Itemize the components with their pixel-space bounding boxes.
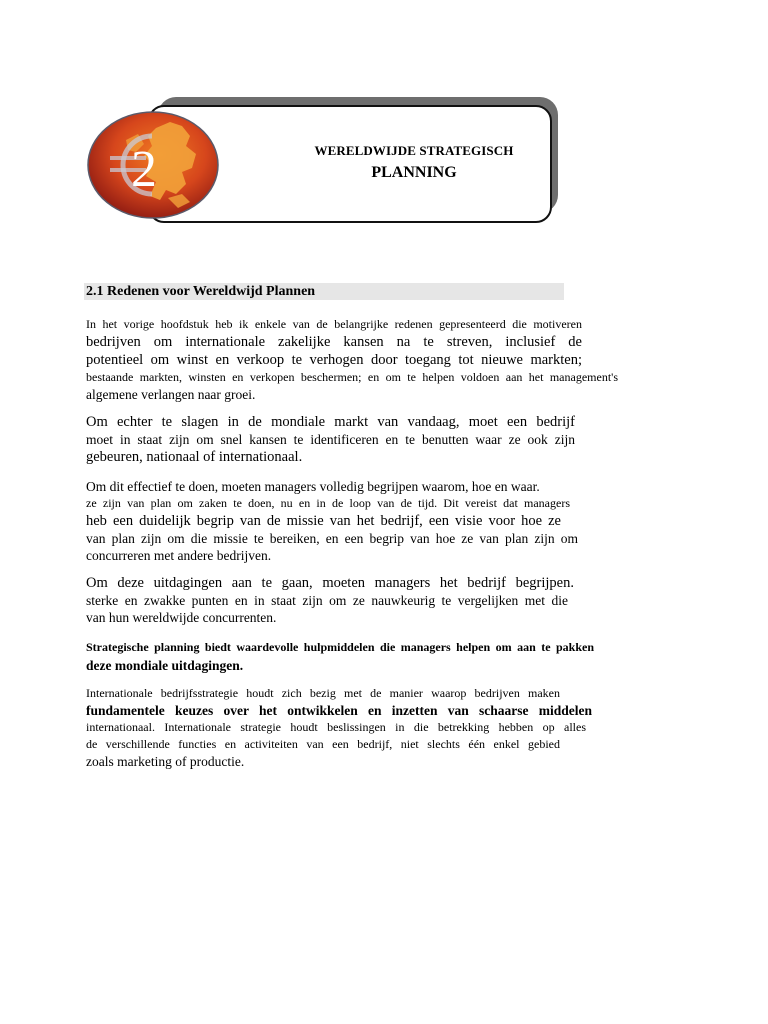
- paragraph-line: fundamentele keuzes over het ontwikkelen en inzetten van schaarse middelen: [86, 703, 592, 718]
- paragraph-1: [86, 316, 618, 403]
- paragraph-line: bedrijven om internationale zakelijke kansen na te streven, inclusief de: [86, 334, 582, 350]
- chapter-title-line1: WERELDWIJDE STRATEGISCH: [314, 143, 514, 158]
- paragraph-3: [86, 478, 582, 564]
- paragraph-2: [86, 413, 582, 466]
- paragraph-line: Om dit effectief te doen, moeten managers volledig begrijpen waarom, hoe en waar.: [86, 479, 540, 494]
- paragraph-line: Om deze uitdagingen aan te gaan, moeten managers het bedrijf begrijpen.: [86, 575, 574, 591]
- paragraph-line: Internationale bedrijfsstrategie houdt zich bezig met de manier waarop bedrijven maken: [86, 686, 560, 700]
- paragraph-line: van hun wereldwijde concurrenten.: [86, 610, 277, 625]
- paragraph-line: concurreren met andere bedrijven.: [86, 548, 272, 563]
- paragraph-line: Om echter te slagen in de mondiale markt van vandaag, moet een bedrijf: [86, 414, 575, 430]
- paragraph-line: heb een duidelijk begrip van de missie van het bedrijf, een visie voor hoe ze: [86, 513, 561, 529]
- chapter-number: 2: [131, 141, 157, 198]
- paragraph-line: deze mondiale uitdagingen.: [86, 658, 244, 673]
- paragraph-line: moet in staat zijn om snel kansen te identificeren en te benutten waar ze ook zijn: [86, 432, 575, 447]
- paragraph-line: de verschillende functies en activiteiten van een bedrijf, niet slechts één enkel gebied: [86, 737, 560, 751]
- paragraph-line: Strategische planning biedt waardevolle hulpmiddelen die managers helpen om aan te pakken: [86, 640, 594, 654]
- paragraph-line: potentieel om winst en verkoop te verhogen door toegang tot nieuwe markten;: [86, 352, 582, 368]
- paragraph-line: zoals marketing of productie.: [86, 754, 245, 769]
- paragraph-4: [86, 574, 582, 626]
- paragraph-line: ze zijn van plan om zaken te doen, nu en in de loop van de tijd. Dit vereist dat managers: [86, 496, 570, 510]
- paragraph-line: In het vorige hoofdstuk heb ik enkele van de belangrijke redenen gepresenteerd die motiveren: [86, 317, 582, 331]
- chapter-title-line2: PLANNING: [371, 164, 457, 181]
- paragraph-line: sterke en zwakke punten en in staat zijn om ze nauwkeurig te vergelijken met die: [86, 593, 568, 608]
- section-heading: 2.1 Redenen voor Wereldwijd Plannen: [84, 283, 564, 300]
- paragraph-6: [86, 685, 592, 770]
- paragraph-5: [86, 639, 594, 676]
- paragraph-line: internationaal. Internationale strategie houdt beslissingen in die betrekking hebben op alles: [86, 720, 586, 734]
- paragraph-line: bestaande markten, winsten en verkopen beschermen; en om te helpen voldoen aan het management's: [86, 370, 618, 384]
- paragraph-line: algemene verlangen naar groei.: [86, 387, 256, 402]
- chapter-globe-emblem: [86, 110, 220, 220]
- paragraph-line: gebeuren, nationaal of internationaal.: [86, 449, 303, 465]
- paragraph-line: van plan zijn om die missie te bereiken, en een begrip van hoe ze van plan zijn om: [86, 531, 578, 546]
